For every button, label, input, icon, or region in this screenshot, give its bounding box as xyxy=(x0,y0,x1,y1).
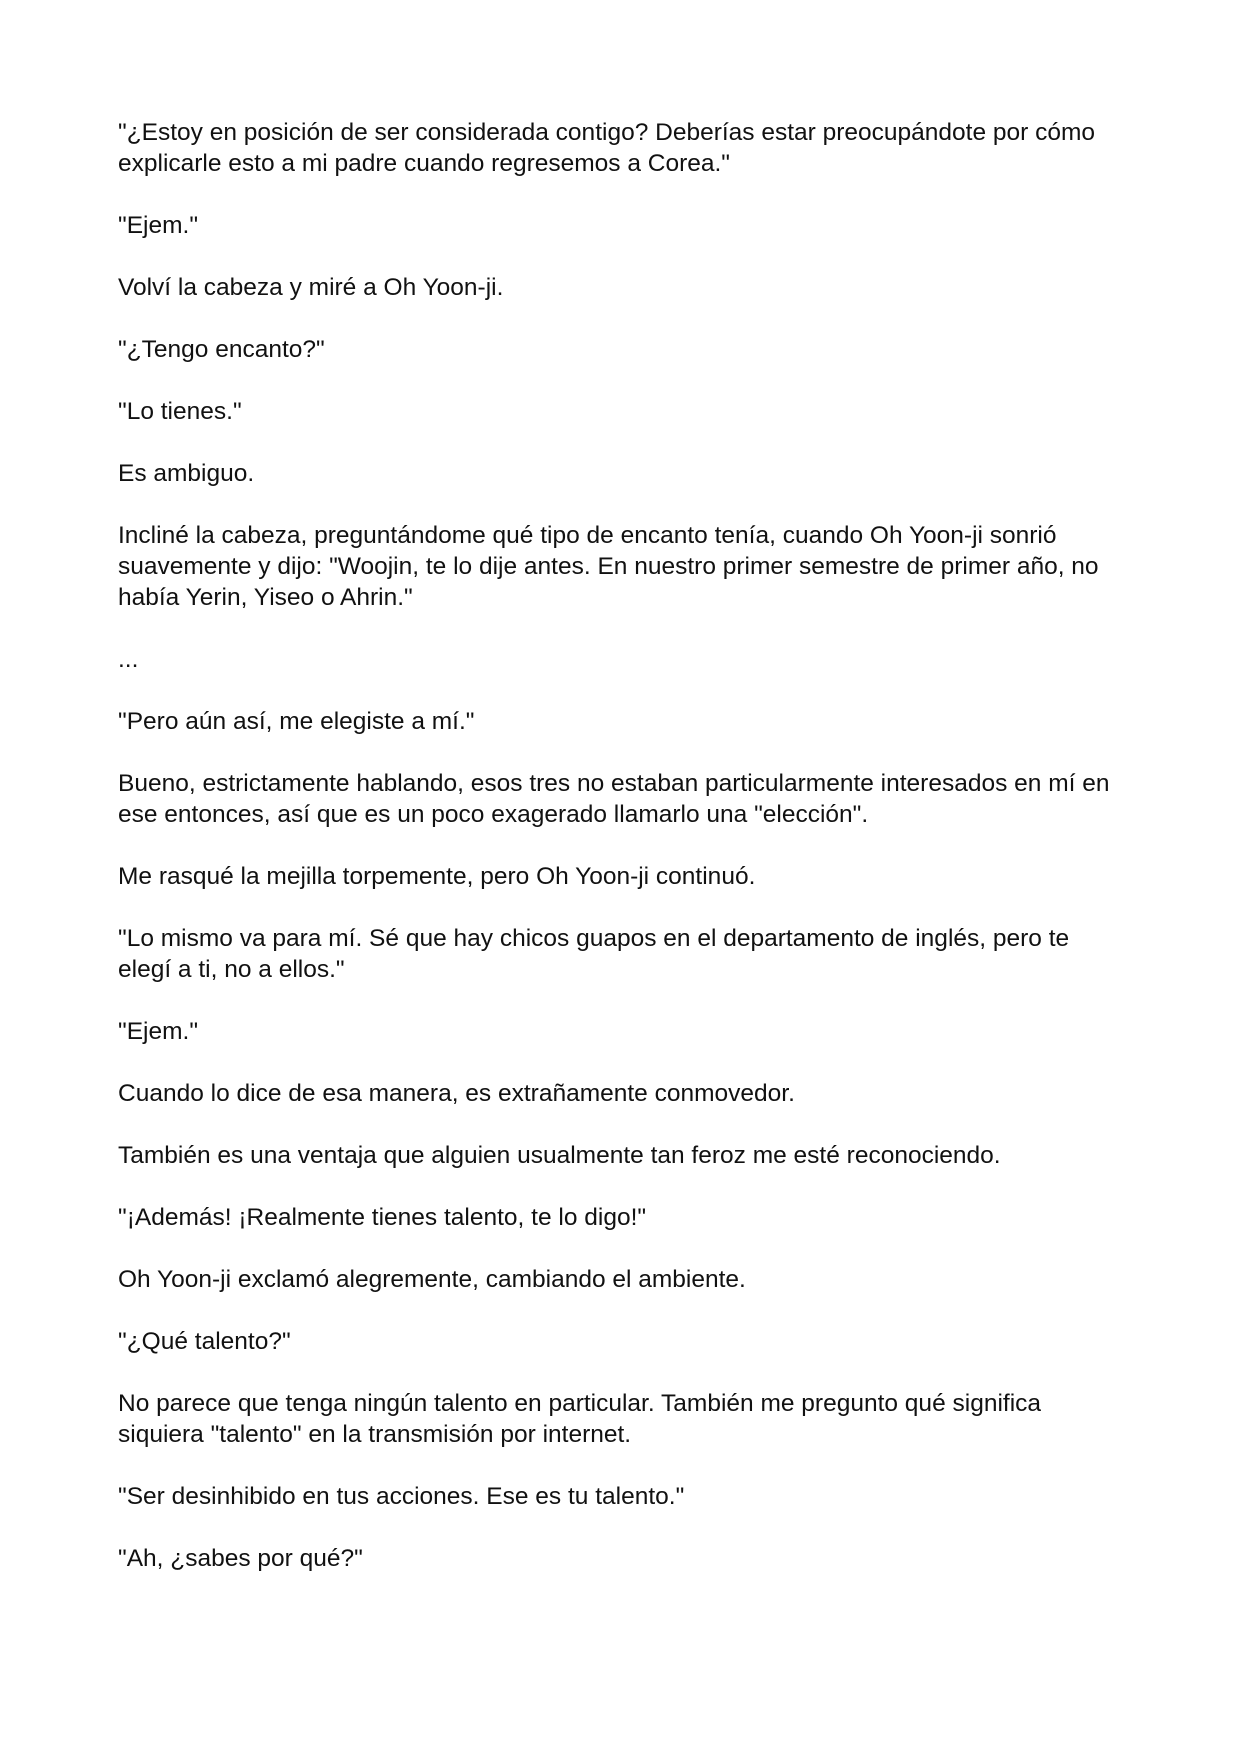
paragraph: ... xyxy=(118,646,139,673)
paragraph: "¡Además! ¡Realmente tienes talento, te lo digo!" xyxy=(118,1204,647,1231)
paragraph: "¿Estoy en posición de ser considerada contigo? Deberías estar preocupándote por cómo explicarle esto a mi padre cuando regresemos a Corea." xyxy=(118,119,1096,177)
paragraph: Volví la cabeza y miré a Oh Yoon-ji. xyxy=(118,274,504,301)
paragraph: "Pero aún así, me elegiste a mí." xyxy=(118,708,475,735)
paragraph: Bueno, estrictamente hablando, esos tres no estaban particularmente interesados en mí en ese entonces, así que es un poco exagerado llamarlo una "elección". xyxy=(118,770,1110,828)
paragraph: "Lo tienes." xyxy=(118,398,242,425)
paragraph: "¿Qué talento?" xyxy=(118,1328,291,1355)
paragraph: "¿Tengo encanto?" xyxy=(118,336,325,363)
paragraph: Oh Yoon-ji exclamó alegremente, cambiando el ambiente. xyxy=(118,1266,746,1293)
paragraph: "Ser desinhibido en tus acciones. Ese es tu talento." xyxy=(118,1483,685,1510)
paragraph: "Ejem." xyxy=(118,1018,199,1045)
paragraph: También es una ventaja que alguien usualmente tan feroz me esté reconociendo. xyxy=(118,1142,1001,1169)
paragraph: "Ah, ¿sabes por qué?" xyxy=(118,1545,363,1572)
paragraph: Me rasqué la mejilla torpemente, pero Oh Yoon-ji continuó. xyxy=(118,863,756,890)
paragraph: No parece que tenga ningún talento en particular. También me pregunto qué significa siquiera "talento" en la transmisión por internet. xyxy=(118,1390,1042,1448)
paragraph: "Ejem." xyxy=(118,212,199,239)
paragraph: Es ambiguo. xyxy=(118,460,255,487)
paragraph: "Lo mismo va para mí. Sé que hay chicos guapos en el departamento de inglés, pero te elegí a ti, no a ellos." xyxy=(118,925,1070,983)
paragraph: Cuando lo dice de esa manera, es extrañamente conmovedor. xyxy=(118,1080,795,1107)
document-body xyxy=(118,117,1128,1605)
paragraph: Incliné la cabeza, preguntándome qué tipo de encanto tenía, cuando Oh Yoon-ji sonrió suavemente y dijo: "Woojin, te lo dije antes. En nuestro primer semestre de primer año, no había Yerin, Yiseo o Ahrin." xyxy=(118,522,1099,611)
